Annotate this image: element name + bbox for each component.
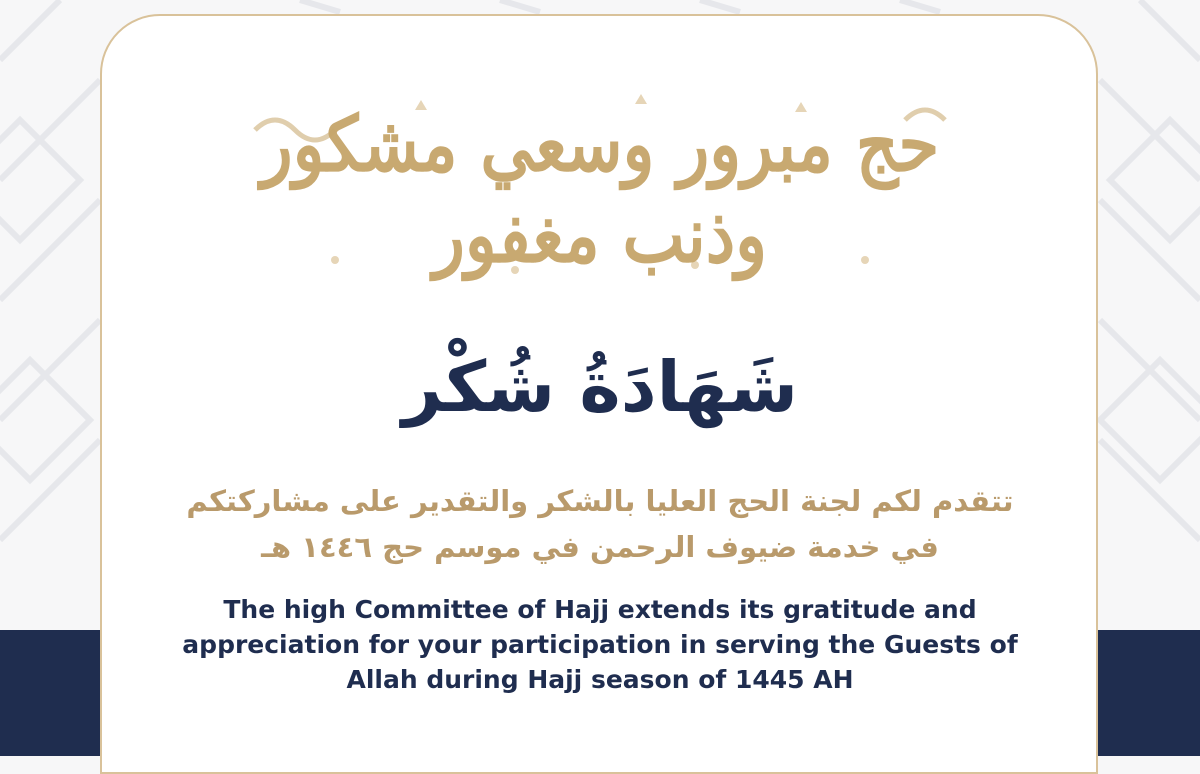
navy-corner-right (1090, 630, 1200, 756)
english-line-3: Allah during Hajj season of 1445 AH (346, 665, 854, 694)
arabic-message (100, 478, 1100, 570)
english-message (100, 592, 1100, 697)
english-line-1: The high Committee of Hajj extends its gratitude and (223, 595, 977, 624)
calligraphy-emblem (215, 90, 985, 290)
english-line-2: appreciation for your participation in serving the Guests of (182, 630, 1018, 659)
certificate-title: شَهَادَةُ شُكْر (401, 346, 799, 428)
navy-corner-left (0, 630, 110, 756)
arabic-line-1: تتقدم لكم لجنة الحج العليا بالشكر والتقدير على مشاركتكم (186, 484, 1014, 518)
calligraphy-text: حج مبرور وسعي مشكور وذنب مغفور (260, 98, 940, 280)
arabic-line-2: في خدمة ضيوف الرحمن في موسم حج ١٤٤٦ هـ (261, 530, 939, 564)
